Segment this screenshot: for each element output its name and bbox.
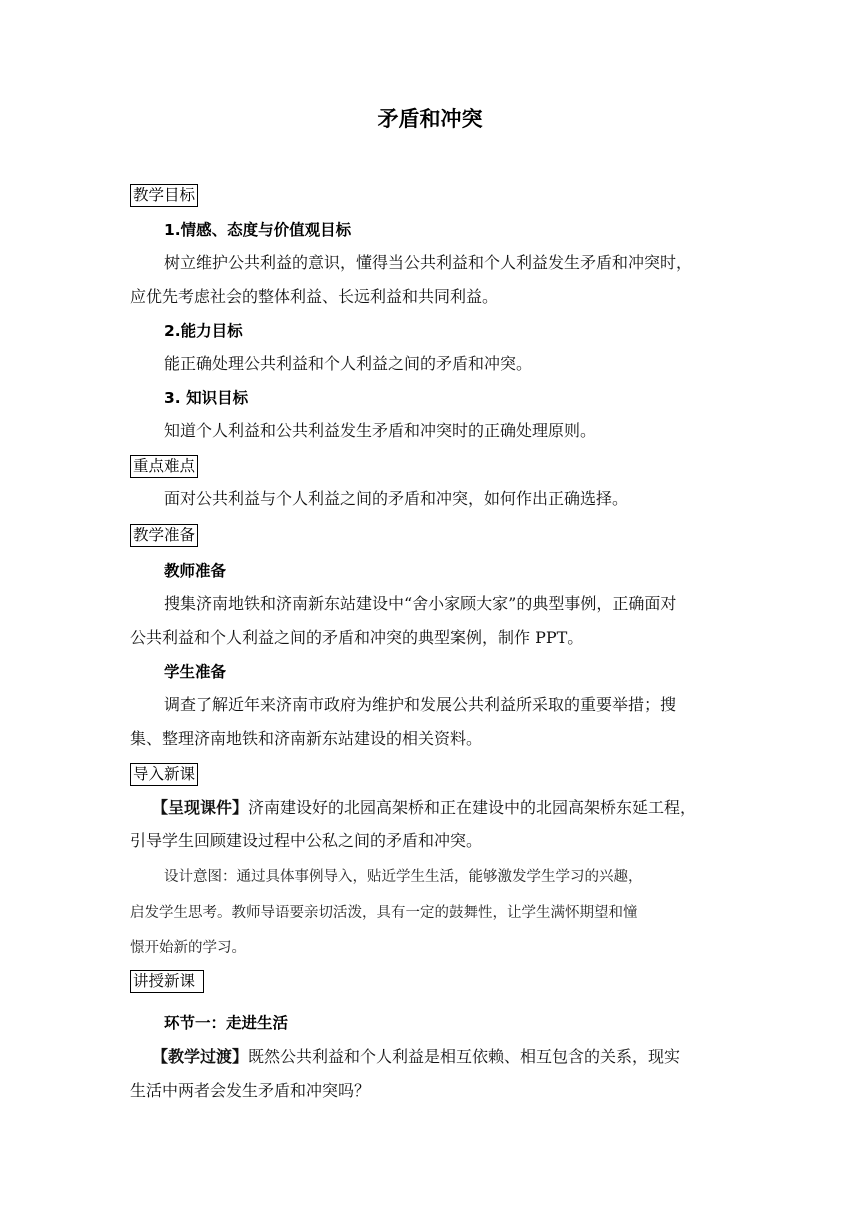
paragraph-line: 生活中两者会发生矛盾和冲突吗？ — [130, 1081, 371, 1100]
section-heading-teaching: 讲授新课 — [130, 970, 204, 993]
inline-text: 既然公共利益和个人利益是相互依赖、相互包含的关系，现实 — [248, 1047, 681, 1066]
section-heading-key-points: 重点难点 — [130, 455, 198, 478]
page-title: 矛盾和冲突 — [377, 107, 483, 131]
section-heading-goals: 教学目标 — [130, 184, 198, 207]
paragraph-line: 知道个人利益和公共利益发生矛盾和冲突时的正确处理原则。 — [164, 421, 597, 440]
paragraph-line: 能正确处理公共利益和个人利益之间的矛盾和冲突。 — [164, 354, 533, 373]
paragraph-line — [152, 1046, 680, 1068]
design-note-line: 设计意图：通过具体事例导入，贴近学生生活，能够激发学生学习的兴趣， — [164, 869, 643, 885]
subheading-student-prep: 学生准备 — [164, 663, 227, 681]
paragraph-line: 集、整理济南地铁和济南新东站建设的相关资料。 — [130, 729, 483, 748]
subheading-knowledge-goal: 3. 知识目标 — [164, 389, 249, 407]
subheading-emotion-goal: 1.情感、态度与价值观目标 — [164, 221, 352, 239]
paragraph-line: 公共利益和个人利益之间的矛盾和冲突的典型案例，制作 PPT。 — [130, 628, 584, 647]
section-heading-intro: 导入新课 — [130, 763, 198, 786]
design-note-line: 憬开始新的学习。 — [130, 940, 246, 956]
section-heading-preparation: 教学准备 — [130, 524, 198, 547]
paragraph-line: 引导学生回顾建设过程中公私之间的矛盾和冲突。 — [130, 831, 483, 850]
subheading-teacher-prep: 教师准备 — [164, 562, 227, 580]
subheading-ability-goal: 2.能力目标 — [164, 322, 243, 340]
inline-tag: 【呈现课件】 — [152, 798, 249, 817]
paragraph-line: 应优先考虑社会的整体利益、长远利益和共同利益。 — [130, 287, 499, 306]
paragraph-line: 面对公共利益与个人利益之间的矛盾和冲突，如何作出正确选择。 — [164, 489, 629, 508]
paragraph-line: 树立维护公共利益的意识，懂得当公共利益和个人利益发生矛盾和冲突时， — [164, 253, 693, 272]
subheading-part-one: 环节一：走进生活 — [164, 1014, 289, 1032]
inline-tag: 【教学过渡】 — [152, 1047, 249, 1066]
paragraph-line — [152, 797, 696, 819]
paragraph-line: 调查了解近年来济南市政府为维护和发展公共利益所采取的重要举措；搜 — [164, 695, 677, 714]
paragraph-line: 搜集济南地铁和济南新东站建设中“舍小家顾大家”的典型事例，正确面对 — [164, 594, 677, 613]
inline-text: 济南建设好的北园高架桥和正在建设中的北园高架桥东延工程， — [248, 798, 697, 817]
design-note-line: 启发学生思考。教师导语要亲切活泼，具有一定的鼓舞性，让学生满怀期望和憧 — [130, 905, 638, 921]
